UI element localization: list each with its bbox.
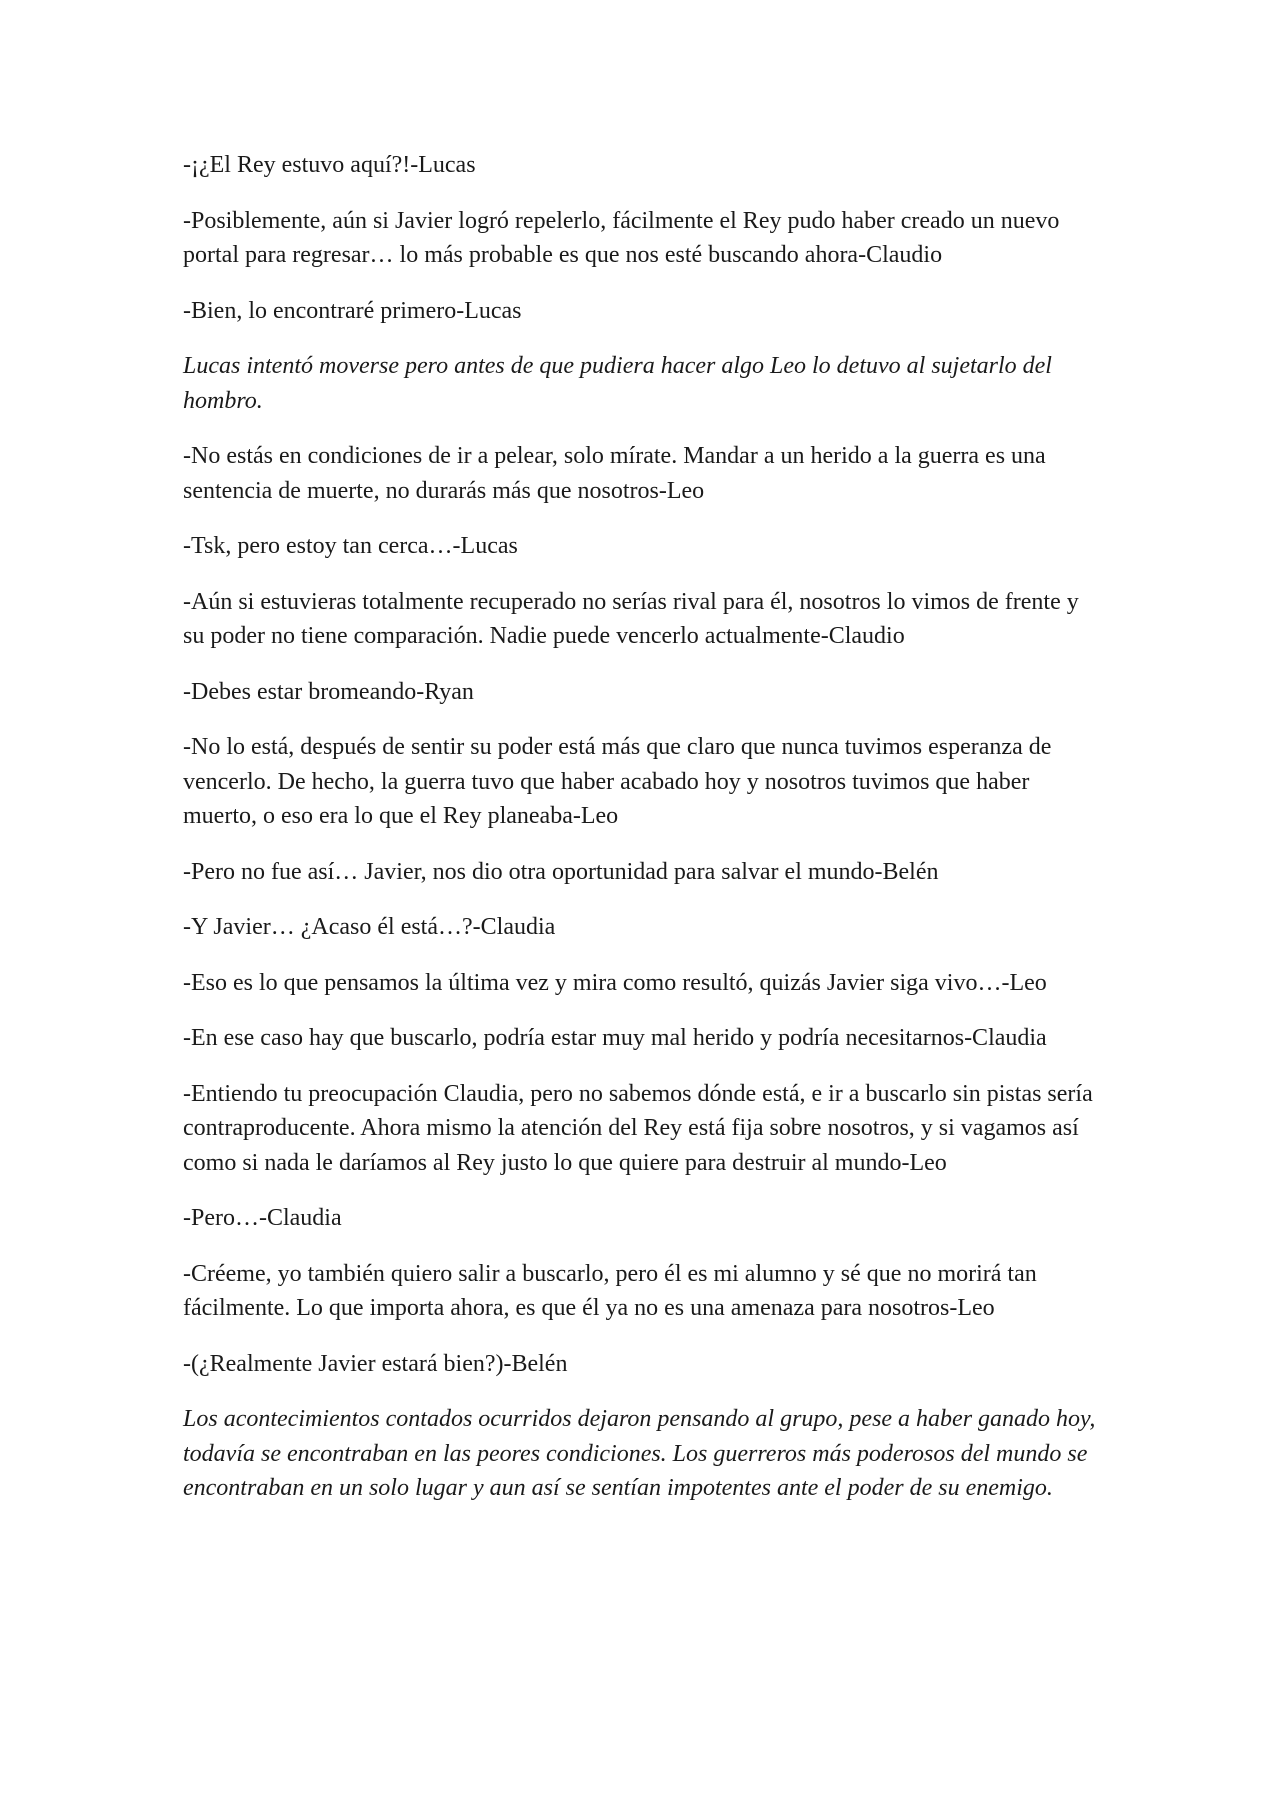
paragraph: -(¿Realmente Javier estará bien?)-Belén [183, 1350, 568, 1377]
paragraph: -Posiblemente, aún si Javier logró repelerlo, fácilmente el Rey pudo haber creado un nuevo portal para regresar… lo más probable es que nos esté buscando ahora-Claudio [183, 207, 1060, 268]
paragraph: -No estás en condiciones de ir a pelear, solo mírate. Mandar a un herido a la guerra es una sentencia de muerte, no durarás más que nosotros-Leo [183, 443, 1046, 504]
narration-paragraph: Lucas intentó moverse pero antes de que pudiera hacer algo Leo lo detuvo al sujetarlo del hombro. [183, 353, 1052, 414]
document-body [183, 148, 1103, 1527]
paragraph: -Aún si estuvieras totalmente recuperado no serías rival para él, nosotros lo vimos de frente y su poder no tiene comparación. Nadie puede vencerlo actualmente-Claudio [183, 588, 1079, 649]
narration-paragraph: Los acontecimientos contados ocurridos dejaron pensando al grupo, pese a haber ganado hoy, todavía se encontraban en las peores condiciones. Los guerreros más poderosos del mundo se encontraban en un solo lugar y aun así se sentían impotentes ante el poder de su enemigo. [183, 1406, 1096, 1501]
paragraph: -Créeme, yo también quiero salir a buscarlo, pero él es mi alumno y sé que no morirá tan fácilmente. Lo que importa ahora, es que él ya no es una amenaza para nosotros-Leo [183, 1260, 1037, 1321]
paragraph: -Tsk, pero estoy tan cerca…-Lucas [183, 533, 518, 559]
paragraph: -No lo está, después de sentir su poder está más que claro que nunca tuvimos esperanza de vencerlo. De hecho, la guerra tuvo que haber acabado hoy y nosotros tuvimos que haber muerto, o eso era lo que el Rey planeaba-Leo [183, 734, 1052, 829]
paragraph: -Eso es lo que pensamos la última vez y mira como resultó, quizás Javier siga vivo…-Leo [183, 969, 1047, 996]
paragraph: -Debes estar bromeando-Ryan [183, 678, 474, 705]
paragraph: -Pero…-Claudia [183, 1205, 342, 1231]
paragraph: -¡¿El Rey estuvo aquí?!-Lucas [183, 152, 476, 178]
paragraph: -Entiendo tu preocupación Claudia, pero no sabemos dónde está, e ir a buscarlo sin pistas sería contraproducente. Ahora mismo la atención del Rey está fija sobre nosotros, y si vagamos así como si nada le daríamos al Rey justo lo que quiere para destruir al mundo-Leo [183, 1080, 1093, 1176]
paragraph: -Bien, lo encontraré primero-Lucas [183, 297, 522, 324]
paragraph: -En ese caso hay que buscarlo, podría estar muy mal herido y podría necesitarnos-Claudia [183, 1025, 1047, 1051]
paragraph: -Pero no fue así… Javier, nos dio otra oportunidad para salvar el mundo-Belén [183, 858, 939, 885]
paragraph: -Y Javier… ¿Acaso él está…?-Claudia [183, 914, 556, 940]
